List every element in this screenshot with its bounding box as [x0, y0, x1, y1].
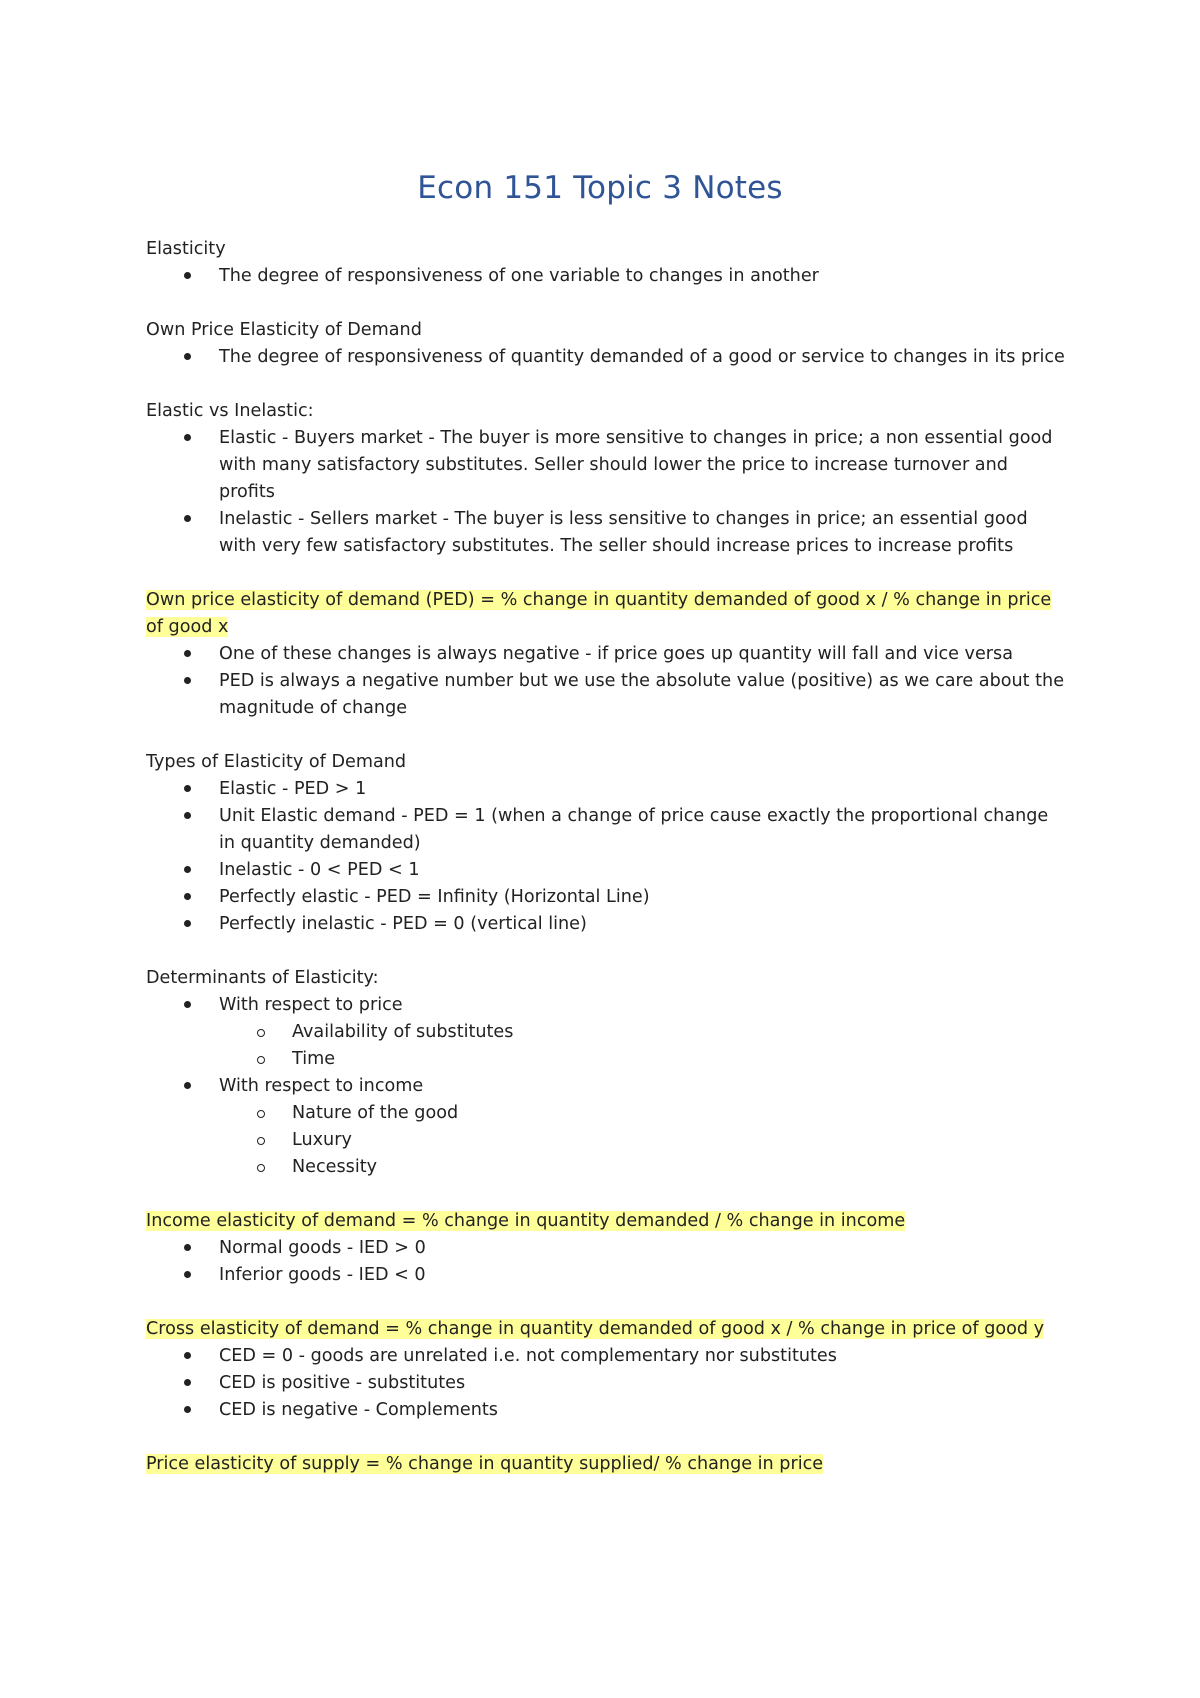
bullet-icon	[184, 677, 191, 684]
sub-list-item-text: Availability of substitutes	[292, 1022, 514, 1042]
bullet-icon	[184, 1244, 191, 1251]
bullet-icon	[184, 272, 191, 279]
list-item-text: Elastic - Buyers market - The buyer is more sensitive to changes in price; a non essential good with many satisfactory substitutes. Seller should lower the price to increase turnover and profits	[219, 428, 1053, 502]
sub-list-item	[219, 1154, 1066, 1181]
circle-bullet-icon	[257, 1164, 265, 1172]
bullet-icon	[184, 785, 191, 792]
sub-list-item-text: Time	[292, 1049, 336, 1069]
list-item-text: CED is positive - substitutes	[219, 1373, 466, 1393]
list-item	[146, 1235, 1066, 1262]
bullet-icon	[184, 920, 191, 927]
list-item-text: One of these changes is always negative - if price goes up quantity will fall and vice versa	[219, 644, 1013, 664]
bullet-icon	[184, 434, 191, 441]
list-item-text: Inferior goods - IED < 0	[219, 1265, 426, 1285]
highlighted-formula: Own price elasticity of demand (PED) = % change in quantity demanded of good x / % change in price of good x	[146, 590, 1052, 637]
sub-list-item	[219, 1019, 1066, 1046]
bullet-list	[146, 1073, 1066, 1100]
list-item	[146, 1343, 1066, 1370]
list-item-text: PED is always a negative number but we use the absolute value (positive) as we care about the magnitude of change	[219, 671, 1065, 718]
list-item	[146, 425, 1066, 506]
sub-list-item-text: Luxury	[292, 1130, 352, 1150]
list-item	[146, 668, 1066, 722]
bullet-list	[146, 776, 1066, 938]
bullet-icon	[184, 515, 191, 522]
sub-list-item	[219, 1127, 1066, 1154]
bullet-list	[146, 344, 1066, 371]
section-elastic-vs-inelastic	[146, 398, 1066, 560]
list-item-text: Normal goods - IED > 0	[219, 1238, 426, 1258]
section-types-of-elasticity	[146, 749, 1066, 938]
section-price-elasticity-supply	[146, 1451, 1066, 1478]
highlighted-formula: Cross elasticity of demand = % change in quantity demanded of good x / % change in price of good y	[146, 1319, 1045, 1339]
bullet-list	[146, 425, 1066, 560]
list-item-text: Inelastic - 0 < PED < 1	[219, 860, 420, 880]
list-item-text: The degree of responsiveness of one variable to changes in another	[219, 266, 819, 286]
list-item	[146, 884, 1066, 911]
bullet-list	[146, 992, 1066, 1019]
list-item-text: Perfectly elastic - PED = Infinity (Horizontal Line)	[219, 887, 650, 907]
bullet-icon	[184, 866, 191, 873]
section-cross-elasticity	[146, 1316, 1066, 1424]
list-item-text: With respect to income	[219, 1076, 424, 1096]
sub-bullet-list	[219, 1100, 1066, 1181]
list-item-text: With respect to price	[219, 995, 403, 1015]
bullet-list	[146, 641, 1066, 722]
sub-bullet-list	[219, 1019, 1066, 1073]
list-item	[146, 992, 1066, 1019]
list-item	[146, 911, 1066, 938]
list-item-text: The degree of responsiveness of quantity demanded of a good or service to changes in its price	[219, 347, 1065, 367]
bullet-icon	[184, 893, 191, 900]
section-own-price-elasticity	[146, 317, 1066, 371]
list-item	[146, 776, 1066, 803]
section-heading	[146, 1316, 1066, 1343]
section-heading: Determinants of Elasticity:	[146, 968, 379, 988]
section-elasticity	[146, 236, 1066, 290]
list-item	[146, 263, 1066, 290]
list-item-text: Unit Elastic demand - PED = 1 (when a change of price cause exactly the proportional change in quantity demanded)	[219, 806, 1049, 853]
bullet-list	[146, 1235, 1066, 1289]
section-heading: Own Price Elasticity of Demand	[146, 320, 422, 340]
section-heading: Elasticity	[146, 239, 226, 259]
list-item	[146, 857, 1066, 884]
document-body	[146, 236, 1066, 1478]
bullet-icon	[184, 1379, 191, 1386]
section-heading: Elastic vs Inelastic:	[146, 401, 314, 421]
bullet-icon	[184, 353, 191, 360]
list-item	[146, 1073, 1066, 1100]
bullet-icon	[184, 1271, 191, 1278]
list-item	[146, 506, 1066, 560]
section-heading	[146, 1208, 1066, 1235]
highlighted-formula: Price elasticity of supply = % change in quantity supplied/ % change in price	[146, 1454, 824, 1474]
sub-list-item-text: Nature of the good	[292, 1103, 459, 1123]
list-item	[146, 1370, 1066, 1397]
list-item-text: CED = 0 - goods are unrelated i.e. not complementary nor substitutes	[219, 1346, 837, 1366]
section-ped-formula	[146, 587, 1066, 722]
bullet-icon	[184, 1352, 191, 1359]
sub-list-item-text: Necessity	[292, 1157, 378, 1177]
highlighted-formula: Income elasticity of demand = % change in quantity demanded / % change in income	[146, 1211, 906, 1231]
bullet-icon	[184, 1001, 191, 1008]
bullet-list	[146, 263, 1066, 290]
list-item	[146, 803, 1066, 857]
list-item	[146, 641, 1066, 668]
list-item	[146, 1262, 1066, 1289]
section-heading	[146, 587, 1066, 641]
circle-bullet-icon	[257, 1056, 265, 1064]
bullet-icon	[184, 1406, 191, 1413]
section-determinants	[146, 965, 1066, 1181]
circle-bullet-icon	[257, 1029, 265, 1037]
bullet-icon	[184, 1082, 191, 1089]
list-item-text: Elastic - PED > 1	[219, 779, 367, 799]
sub-list-item	[219, 1100, 1066, 1127]
list-item-text: Perfectly inelastic - PED = 0 (vertical line)	[219, 914, 587, 934]
circle-bullet-icon	[257, 1110, 265, 1118]
circle-bullet-icon	[257, 1137, 265, 1145]
list-item	[146, 344, 1066, 371]
list-item-text: Inelastic - Sellers market - The buyer is less sensitive to changes in price; an essential good with very few satisfactory substitutes. The seller should increase prices to increase profits	[219, 509, 1028, 556]
bullet-icon	[184, 812, 191, 819]
section-heading	[146, 1451, 1066, 1478]
bullet-list	[146, 1343, 1066, 1424]
section-heading: Types of Elasticity of Demand	[146, 752, 407, 772]
page-title: Econ 151 Topic 3 Notes	[417, 170, 783, 206]
list-item-text: CED is negative - Complements	[219, 1400, 498, 1420]
section-income-elasticity	[146, 1208, 1066, 1289]
sub-list-item	[219, 1046, 1066, 1073]
bullet-icon	[184, 650, 191, 657]
list-item	[146, 1397, 1066, 1424]
